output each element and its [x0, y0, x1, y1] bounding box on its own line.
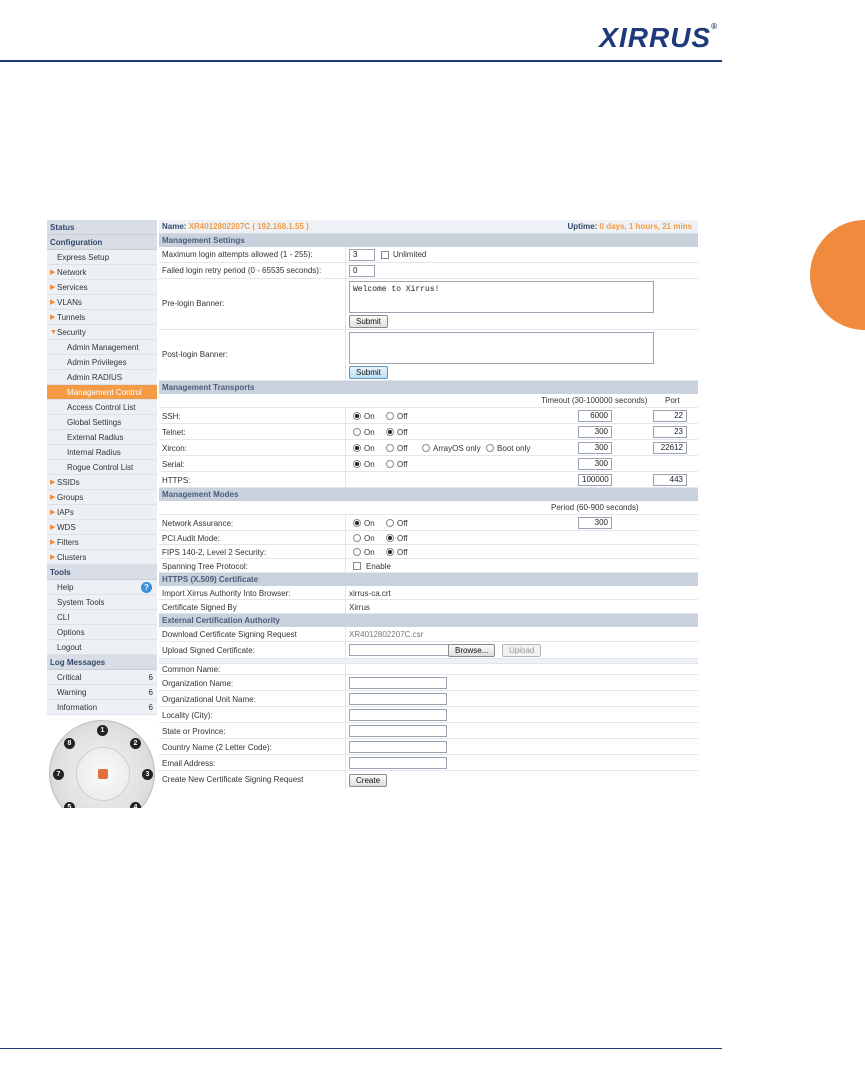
ssh-off-radio[interactable]	[386, 412, 394, 420]
radio-label-8: 8	[64, 738, 75, 749]
off-label: Off	[397, 444, 408, 453]
network-assurance-period-input[interactable]: 300	[578, 517, 612, 529]
chevron-right-icon: ▶	[50, 554, 56, 561]
country-name-2-letter-code-input[interactable]	[349, 741, 447, 753]
xircon-port-input[interactable]: 22612	[653, 442, 687, 454]
telnet-timeout-input[interactable]: 300	[578, 426, 612, 438]
import-authority-link[interactable]: xirrus-ca.crt	[349, 589, 391, 598]
locality-city-input[interactable]	[349, 709, 447, 721]
section-https-certificate: HTTPS (X.509) Certificate	[159, 573, 698, 586]
unlimited-label: Unlimited	[393, 250, 427, 259]
off-label: Off	[397, 534, 408, 543]
sidebar-item-rogue-control-list[interactable]: Rogue Control List	[47, 460, 157, 475]
chevron-right-icon: ▶	[50, 269, 56, 276]
spanning-tree-checkbox[interactable]	[353, 562, 361, 570]
sidebar-item-label: System Tools	[57, 598, 105, 607]
sidebar-item-label: Groups	[57, 493, 84, 502]
xircon-boot-radio[interactable]	[486, 444, 494, 452]
xirrus-logo: XIRRUS®	[599, 22, 718, 53]
on-label: On	[364, 534, 375, 543]
uptime: Uptime: 0 days, 1 hours, 21 mins	[567, 222, 692, 231]
chapter-tab	[810, 220, 865, 330]
upload-file-input[interactable]	[349, 644, 449, 656]
main-panel	[159, 220, 698, 808]
upload-button[interactable]: Upload	[502, 644, 541, 657]
organizational-unit-name-input[interactable]	[349, 693, 447, 705]
xircon-label: Xircon:	[162, 444, 187, 453]
sidebar	[47, 220, 157, 808]
postlogin-textarea[interactable]	[349, 332, 654, 364]
network-assurance-off-radio[interactable]	[386, 519, 394, 527]
sidebar-item-label: CLI	[57, 613, 70, 622]
section-management-transports: Management Transports	[159, 381, 698, 394]
device-diagram	[49, 720, 155, 808]
sidebar-item-label: Clusters	[57, 553, 87, 562]
boot-only-label: Boot only	[497, 444, 531, 453]
log-count: 6	[148, 673, 153, 682]
sidebar-item-groups[interactable]	[47, 490, 157, 505]
sidebar-item-network[interactable]	[47, 265, 157, 280]
telnet-on-radio[interactable]	[353, 428, 361, 436]
chevron-down-icon: ▼	[50, 329, 57, 336]
telnet-port-input[interactable]: 23	[653, 426, 687, 438]
log-count: 6	[148, 688, 153, 697]
xircon-timeout-input[interactable]: 300	[578, 442, 612, 454]
https-timeout-input[interactable]: 100000	[578, 474, 612, 486]
sidebar-item-label: Network	[57, 268, 87, 277]
radio-label-4: 4	[130, 802, 141, 808]
on-label: On	[364, 460, 375, 469]
country-name-2-letter-code-label: Country Name (2 Letter Code):	[162, 743, 272, 752]
sidebar-item-external-radius[interactable]: External Radius	[47, 430, 157, 445]
sidebar-item-label: Express Setup	[57, 253, 110, 262]
sidebar-item-express-setup[interactable]	[47, 250, 157, 265]
sidebar-item-services[interactable]	[47, 280, 157, 295]
device-name: XR4012802207C	[188, 222, 251, 231]
network-assurance-on-radio[interactable]	[353, 519, 361, 527]
xircon-arrayos-radio[interactable]	[422, 444, 430, 452]
sidebar-item-wds[interactable]	[47, 520, 157, 535]
chevron-right-icon: ▶	[50, 494, 56, 501]
sidebar-item-iaps[interactable]	[47, 505, 157, 520]
state-or-province-input[interactable]	[349, 725, 447, 737]
upload-cert-label: Upload Signed Certificate:	[162, 646, 255, 655]
sidebar-status[interactable]: Status	[47, 220, 157, 235]
port-header: Port	[665, 396, 680, 405]
sidebar-item-tunnels[interactable]	[47, 310, 157, 325]
sidebar-item-label: Options	[57, 628, 85, 637]
postlogin-label: Post-login Banner:	[162, 350, 228, 359]
sidebar-item-security[interactable]	[47, 325, 157, 340]
log-label: Information	[57, 703, 98, 712]
telnet-off-radio[interactable]	[386, 428, 394, 436]
enable-label: Enable	[366, 562, 391, 571]
radio-label-3: 3	[142, 769, 153, 780]
radio-label-7: 7	[53, 769, 64, 780]
chevron-right-icon: ▶	[50, 509, 56, 516]
serial-on-radio[interactable]	[353, 460, 361, 468]
retry-label: Failed login retry period (0 - 65535 seconds):	[162, 266, 322, 275]
prelogin-submit-button[interactable]: Submit	[349, 315, 388, 328]
create-button[interactable]: Create	[349, 774, 387, 787]
log-label: Critical	[57, 673, 82, 682]
cert-signed-by-label: Certificate Signed By	[162, 603, 237, 612]
sidebar-item-label: WDS	[57, 523, 76, 532]
sidebar-item-critical[interactable]	[47, 670, 157, 685]
ssh-label: SSH:	[162, 412, 181, 421]
serial-off-radio[interactable]	[386, 460, 394, 468]
pci-audit-label: PCI Audit Mode:	[162, 534, 220, 543]
common-name-label: Common Name:	[162, 665, 221, 674]
locality-city-label: Locality (City):	[162, 711, 213, 720]
create-csr-label: Create New Certificate Signing Request	[162, 775, 304, 784]
web-ui-screenshot	[47, 220, 698, 808]
on-label: On	[364, 428, 375, 437]
section-management-modes: Management Modes	[159, 488, 698, 501]
retry-input[interactable]: 0	[349, 265, 375, 277]
sidebar-item-admin-radius[interactable]: Admin RADIUS	[47, 370, 157, 385]
status-header: Name: XR4012802207C ( 192.168.1.55 ) Uptime: 0 days, 1 hours, 21 mins	[159, 220, 698, 234]
cert-signed-by-value: Xirrus	[349, 603, 370, 612]
section-external-ca: External Certification Authority	[159, 614, 698, 627]
max-login-input[interactable]: 3	[349, 249, 375, 261]
sidebar-item-system-tools[interactable]	[47, 595, 157, 610]
arrayos-only-label: ArrayOS only	[433, 444, 481, 453]
xircon-off-radio[interactable]	[386, 444, 394, 452]
sidebar-item-label: Services	[57, 283, 88, 292]
download-csr-label: Download Certificate Signing Request	[162, 630, 297, 639]
radio-label-5: 5	[64, 802, 75, 808]
max-login-label: Maximum login attempts allowed (1 - 255):	[162, 250, 313, 259]
unlimited-checkbox[interactable]	[381, 251, 389, 259]
browse-button[interactable]: Browse...	[448, 644, 495, 657]
sidebar-item-label: Help	[57, 583, 74, 592]
sidebar-item-label: Security	[57, 328, 86, 337]
sidebar-item-warning[interactable]	[47, 685, 157, 700]
serial-timeout-input[interactable]: 300	[578, 458, 612, 470]
sidebar-item-options[interactable]	[47, 625, 157, 640]
sidebar-item-label: Filters	[57, 538, 79, 547]
email-address-label: Email Address:	[162, 759, 216, 768]
on-label: On	[364, 519, 375, 528]
chevron-right-icon: ▶	[50, 479, 56, 486]
ssh-timeout-input[interactable]: 6000	[578, 410, 612, 422]
on-label: On	[364, 444, 375, 453]
fips-off-radio[interactable]	[386, 548, 394, 556]
section-management-settings: Management Settings	[159, 234, 698, 247]
https-label: HTTPS:	[162, 476, 191, 485]
sidebar-log-messages[interactable]: Log Messages	[47, 655, 157, 670]
chevron-right-icon: ▶	[50, 524, 56, 531]
off-label: Off	[397, 548, 408, 557]
sidebar-tools[interactable]: Tools	[47, 565, 157, 580]
serial-label: Serial:	[162, 460, 185, 469]
on-label: On	[364, 412, 375, 421]
email-address-input[interactable]	[349, 757, 447, 769]
off-label: Off	[397, 412, 408, 421]
network-assurance-label: Network Assurance:	[162, 519, 234, 528]
organizational-unit-name-label: Organizational Unit Name:	[162, 695, 256, 704]
sidebar-item-clusters[interactable]	[47, 550, 157, 565]
prelogin-textarea[interactable]: Welcome to Xirrus!	[349, 281, 654, 313]
pci-audit-on-radio[interactable]	[353, 534, 361, 542]
radio-label-1: 1	[97, 725, 108, 736]
timeout-header: Timeout (30-100000 seconds)	[541, 396, 648, 405]
fips-on-radio[interactable]	[353, 548, 361, 556]
header-rule	[0, 60, 722, 62]
sidebar-item-cli[interactable]	[47, 610, 157, 625]
telnet-label: Telnet:	[162, 428, 186, 437]
off-label: Off	[397, 460, 408, 469]
ssh-on-radio[interactable]	[353, 412, 361, 420]
chevron-right-icon: ▶	[50, 314, 56, 321]
sidebar-item-management-control[interactable]: Management Control	[47, 385, 157, 400]
chevron-right-icon: ▶	[50, 284, 56, 291]
sidebar-item-global-settings[interactable]: Global Settings	[47, 415, 157, 430]
state-or-province-label: State or Province:	[162, 727, 226, 736]
help-icon[interactable]: ?	[141, 582, 152, 593]
sidebar-item-internal-radius[interactable]: Internal Radius	[47, 445, 157, 460]
pci-audit-off-radio[interactable]	[386, 534, 394, 542]
sidebar-item-label: Logout	[57, 643, 82, 652]
fips-label: FIPS 140-2, Level 2 Security:	[162, 548, 267, 557]
https-port-input[interactable]: 443	[653, 474, 687, 486]
sidebar-item-vlans[interactable]	[47, 295, 157, 310]
footer-rule	[0, 1048, 722, 1049]
sidebar-item-label: VLANs	[57, 298, 82, 307]
device-core	[98, 769, 108, 779]
sidebar-item-admin-privileges[interactable]: Admin Privileges	[47, 355, 157, 370]
on-label: On	[364, 548, 375, 557]
sidebar-item-label: IAPs	[57, 508, 74, 517]
log-label: Warning	[57, 688, 87, 697]
xircon-on-radio[interactable]	[353, 444, 361, 452]
sidebar-item-label: SSIDs	[57, 478, 80, 487]
ssh-port-input[interactable]: 22	[653, 410, 687, 422]
import-authority-label: Import Xirrus Authority Into Browser:	[162, 589, 291, 598]
chevron-right-icon: ▶	[50, 539, 56, 546]
chevron-right-icon: ▶	[50, 299, 56, 306]
postlogin-submit-button[interactable]: Submit	[349, 366, 388, 379]
prelogin-label: Pre-login Banner:	[162, 299, 225, 308]
log-count: 6	[148, 703, 153, 712]
period-header: Period (60-900 seconds)	[551, 503, 639, 512]
organization-name-input[interactable]	[349, 677, 447, 689]
organization-name-label: Organization Name:	[162, 679, 234, 688]
radio-label-2: 2	[130, 738, 141, 749]
sidebar-item-help[interactable]	[47, 580, 157, 595]
sidebar-item-ssids[interactable]	[47, 475, 157, 490]
sidebar-item-access-control-list[interactable]: Access Control List	[47, 400, 157, 415]
spanning-tree-label: Spanning Tree Protocol:	[162, 562, 248, 571]
device-ip: ( 192.168.1.55 )	[252, 222, 309, 231]
sidebar-item-information[interactable]	[47, 700, 157, 715]
sidebar-item-label: Tunnels	[57, 313, 86, 322]
sidebar-item-filters[interactable]	[47, 535, 157, 550]
sidebar-item-logout[interactable]	[47, 640, 157, 655]
off-label: Off	[397, 428, 408, 437]
sidebar-item-admin-management[interactable]: Admin Management	[47, 340, 157, 355]
sidebar-configuration[interactable]: Configuration	[47, 235, 157, 250]
off-label: Off	[397, 519, 408, 528]
download-csr-link[interactable]: XR4012802207C.csr	[349, 630, 424, 639]
